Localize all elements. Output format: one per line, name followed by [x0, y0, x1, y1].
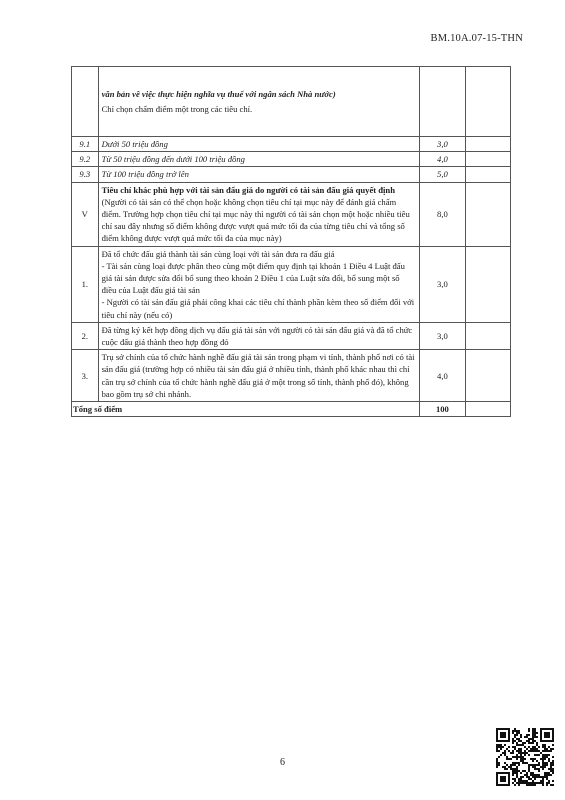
row-score: 8,0: [420, 182, 466, 246]
row-index: 9.1: [72, 137, 99, 152]
row-score: 4,0: [420, 152, 466, 167]
row-index: 2.: [72, 322, 99, 349]
document-code: BM.10A.07-15-THN: [430, 33, 523, 44]
row-index: 1.: [72, 246, 99, 322]
page-number: 6: [280, 757, 285, 768]
row-index: 9.3: [72, 167, 99, 182]
qr-code-icon: [496, 728, 554, 786]
row-description: Đã từng ký kết hợp đồng dịch vụ đấu giá tài sản với người có tài sản đấu giá và đã tổ chức cuộc đấu giá thành theo hợp đồng đó: [98, 322, 419, 349]
table-row-total: [72, 402, 511, 417]
row-note: [465, 167, 510, 182]
row-note: [465, 246, 510, 322]
row-description: Trụ sở chính của tổ chức hành nghề đấu giá tài sản trong phạm vi tỉnh, thành phố nơi có tài sản đấu giá (trường hợp có nhiều tài sản đấu giá ở nhiều tỉnh, thành phố khác nhau thì chỉ cần trụ sở chính của tổ chức hành nghề đấu giá ở một trong số tỉnh, thành phố đó), không bao gồm trụ sở chi nhánh.: [98, 350, 419, 402]
total-score: 100: [420, 402, 466, 417]
row-description: Dưới 50 triệu đồng: [98, 137, 419, 152]
selection-note: Chỉ chọn chấm điểm một trong các tiêu chí.: [101, 103, 253, 114]
criteria-title: Tiêu chí khác phù hợp với tài sản đấu giá do người có tài sản đấu giá quyết định: [101, 184, 395, 195]
row-description: Từ 50 triệu đồng đến dưới 100 triệu đồng: [98, 152, 419, 167]
criteria-paragraph: - Người có tài sản đấu giá phải công khai các tiêu chí thành phần kèm theo số điểm đối với tiêu chí này (nếu có): [101, 297, 415, 320]
row-note: [465, 350, 510, 402]
row-note: [465, 182, 510, 246]
criteria-paragraph: Đã tổ chức đấu giá thành tài sản cùng loại với tài sản đưa ra đấu giá: [101, 248, 335, 259]
row-description: [98, 67, 419, 137]
criteria-paragraph: - Tài sản cùng loại được phân theo cùng một điểm quy định tại khoản 1 Điều 4 Luật đấu giá tài sản được sửa đổi bổ sung theo khoản 2 Điều 1 của Luật sửa đổi, bổ sung một số điều của Luật đấu giá tài sản: [101, 260, 405, 296]
row-score: 3,0: [420, 137, 466, 152]
row-score: 3,0: [420, 246, 466, 322]
row-index: 9.2: [72, 152, 99, 167]
total-label: Tổng số điểm: [72, 402, 420, 417]
row-description: [98, 246, 419, 322]
row-note: [465, 152, 510, 167]
table-row: [72, 167, 511, 182]
criteria-table: [71, 66, 511, 417]
table-row: [72, 182, 511, 246]
row-note: [465, 402, 510, 417]
table-row: [72, 67, 511, 137]
row-description: Từ 100 triệu đồng trở lên: [98, 167, 419, 182]
row-note: [465, 67, 510, 137]
row-score: [420, 67, 466, 137]
row-index: V: [72, 182, 99, 246]
table-row: [72, 246, 511, 322]
row-description: [98, 182, 419, 246]
continued-text: văn bản về việc thực hiện nghĩa vụ thuế với ngân sách Nhà nước): [101, 89, 336, 100]
row-note: [465, 137, 510, 152]
criteria-explanation: (Người có tài sản có thể chọn hoặc không chọn tiêu chí tại mục này để đánh giá chấm điểm. Trường hợp chọn tiêu chí tại mục này thì người có tài sản chọn một hoặc nhiều tiêu chí sau đây nhưng số điểm không được vượt quá mức tối đa của từng tiêu chí và tổng số điểm không được vượt quá mức tối đa của mục này): [101, 196, 410, 244]
table-row: [72, 152, 511, 167]
row-index: 3.: [72, 350, 99, 402]
row-score: 4,0: [420, 350, 466, 402]
row-note: [465, 322, 510, 349]
row-score: 3,0: [420, 322, 466, 349]
table-row: [72, 350, 511, 402]
row-score: 5,0: [420, 167, 466, 182]
row-index: [72, 67, 99, 137]
table-row: [72, 322, 511, 349]
table-row: [72, 137, 511, 152]
